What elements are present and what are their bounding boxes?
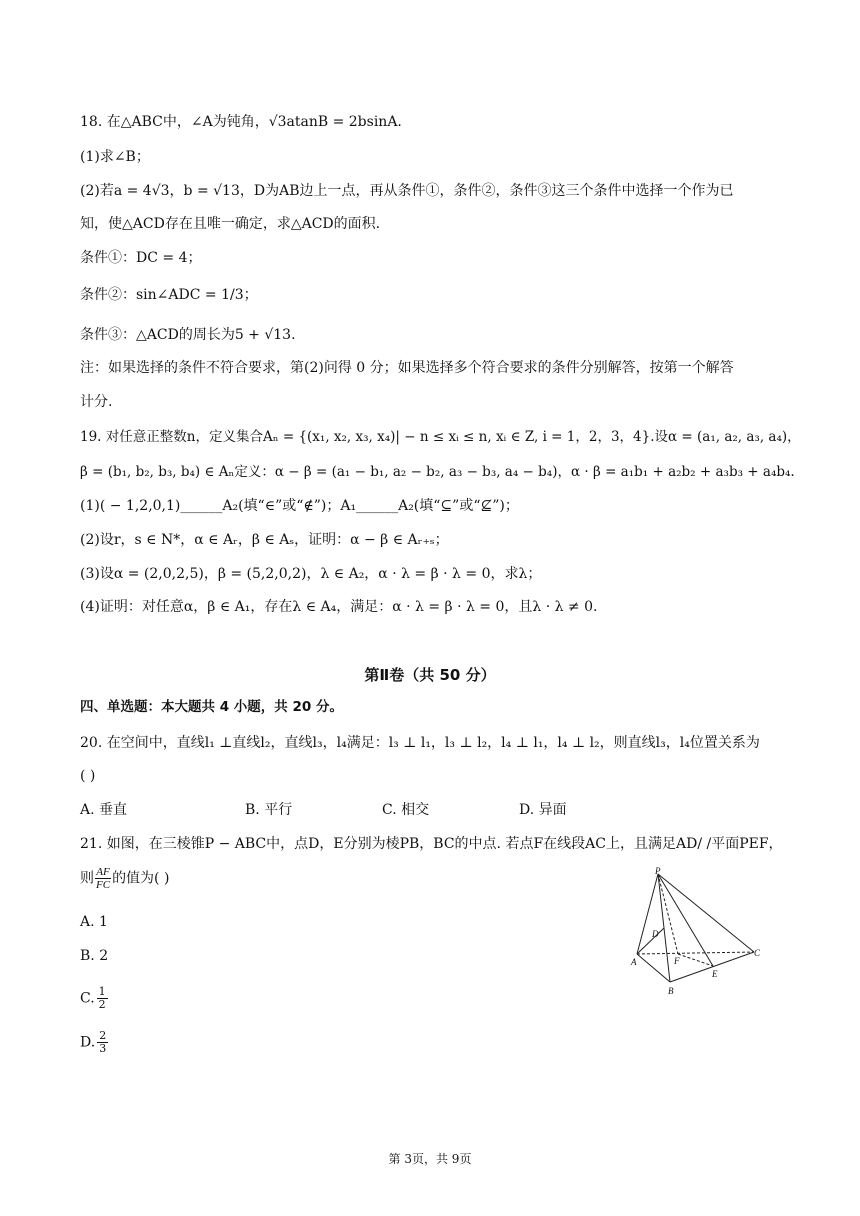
edge-AD bbox=[637, 928, 664, 954]
q18-condition1: 条件①：DC = 4； bbox=[80, 250, 202, 266]
option-d-label: D. bbox=[80, 1034, 96, 1051]
option-d-fraction bbox=[97, 1030, 108, 1055]
q21-stem: 21. 如图，在三棱锥P − ABC中，点D，E分别为棱PB，BC的中点. 若点F在线段AC上，且满足AD/ /平面PEF， bbox=[80, 836, 783, 852]
q19-line2: β = (b₁, b₂, b₃, b₄) ∈ Aₙ定义：α − β = (a₁ − b₁, a₂ − b₂, a₃ − b₃, a₄ − b₄)，α · β = a₁b₁ + a₂b₂ + a₃b₃ + a₄b₄. bbox=[80, 464, 795, 480]
q18-condition2: 条件②：sin∠ADC = 1/3； bbox=[80, 287, 258, 303]
edge-PF bbox=[658, 874, 678, 954]
q18-note-line2: 计分. bbox=[80, 394, 113, 410]
q21-option-d bbox=[80, 1030, 108, 1055]
option-c-label: C. bbox=[80, 990, 95, 1007]
label-D: D bbox=[652, 929, 659, 939]
q20-option-b: B. 平行 bbox=[245, 802, 293, 818]
section-title: 第Ⅱ卷（共 50 分） bbox=[364, 666, 496, 684]
option-c-denominator: 2 bbox=[98, 998, 106, 1011]
option-c-fraction bbox=[97, 986, 108, 1011]
edge-PC bbox=[658, 874, 754, 952]
pyramid-figure bbox=[628, 866, 768, 1000]
fraction-denominator: FC bbox=[96, 879, 111, 891]
q20-option-a: A. 垂直 bbox=[80, 802, 128, 818]
q18-note-line1: 注：如果选择的条件不符合要求，第(2)问得 0 分；如果选择多个符合要求的条件分别解答，按第一个解答 bbox=[80, 360, 734, 376]
q18-stem: 18. 在△ABC中，∠A为钝角，√3atanB = 2bsinA. bbox=[80, 114, 402, 130]
q21-option-b: B. 2 bbox=[80, 948, 109, 964]
label-A: A bbox=[631, 957, 637, 967]
q21-fraction bbox=[95, 866, 111, 891]
label-B: B bbox=[668, 986, 674, 996]
label-F: F bbox=[674, 956, 680, 966]
q21-suffix: 的值为( ) bbox=[112, 870, 170, 887]
q19-part3: (3)设α = (2,0,2,5)，β = (5,2,0,2)，λ ∈ A₂，α · λ = β · λ = 0，求λ； bbox=[80, 566, 542, 582]
label-E: E bbox=[712, 969, 718, 979]
q18-condition3: 条件③：△ACD的周长为5 + √13. bbox=[80, 327, 296, 343]
part-heading: 四、单选题：本大题共 4 小题，共 20 分。 bbox=[80, 699, 343, 715]
q21-prefix: 则 bbox=[80, 870, 94, 887]
q20-stem: 20. 在空间中，直线l₁ ⊥直线l₂，直线l₃，l₄满足：l₃ ⊥ l₁，l₃ ⊥ l₂，l₄ ⊥ l₁，l₄ ⊥ l₂，则直线l₃，l₄位置关系为 bbox=[80, 735, 760, 751]
q20-option-c: C. 相交 bbox=[382, 802, 430, 818]
edge-PA bbox=[637, 874, 658, 954]
option-d-numerator: 2 bbox=[99, 1029, 107, 1042]
q21-option-a: A. 1 bbox=[80, 914, 108, 930]
q19-part2: (2)设r，s ∈ N*，α ∈ Aᵣ，β ∈ Aₛ，证明：α − β ∈ Aᵣ₊ₛ； bbox=[80, 532, 449, 548]
q18-part2-line1: (2)若a = 4√3，b = √13，D为AB边上一点，再从条件①，条件②，条件③这三个条件中选择一个作为已 bbox=[80, 183, 734, 199]
fraction-numerator: AF bbox=[96, 866, 110, 878]
q21-question bbox=[80, 866, 169, 891]
q19-line1: 19. 对任意正整数n，定义集合Aₙ = {(x₁, x₂, x₃, x₄)| − n ≤ xᵢ ≤ n, xᵢ ∈ Z, i = 1，2，3，4}.设α = (a₁, a₂, a₃, a₄)， bbox=[80, 429, 801, 445]
q19-part4: (4)证明：对任意α，β ∈ A₁，存在λ ∈ A₄，满足：α · λ = β · λ = 0，且λ · λ ≠ 0. bbox=[80, 599, 598, 615]
q21-option-c bbox=[80, 986, 108, 1011]
edge-AB bbox=[637, 954, 670, 982]
option-c-numerator: 1 bbox=[98, 985, 106, 998]
q20-blank: ( ) bbox=[80, 768, 96, 784]
label-C: C bbox=[754, 948, 761, 958]
option-d-denominator: 3 bbox=[99, 1042, 107, 1055]
label-P: P bbox=[655, 866, 661, 876]
page-footer: 第 3页，共 9页 bbox=[388, 1152, 472, 1166]
q18-part1: (1)求∠B； bbox=[80, 149, 150, 165]
q19-part1: (1)( − 1,2,0,1)______A₂(填“∈”或“∉”)；A₁______A₂(填“⊆”或“⊈”)； bbox=[80, 498, 519, 514]
q18-part2-line2: 知，使△ACD存在且唯一确定，求△ACD的面积. bbox=[80, 216, 381, 232]
edge-AC bbox=[637, 952, 754, 954]
edge-FE bbox=[678, 954, 713, 966]
q20-option-d: D. 异面 bbox=[519, 802, 567, 818]
